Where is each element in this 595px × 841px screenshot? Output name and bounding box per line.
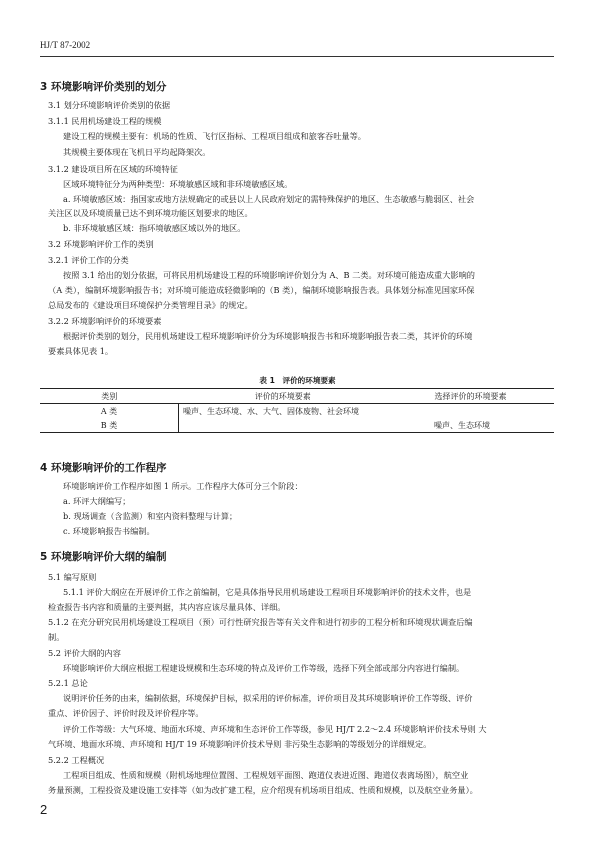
para: 说明评价任务的由来，编制依据，环境保护目标，拟采用的评价标准，评价项目及其环境影响评价工作等级、评价 xyxy=(63,693,473,703)
para: 建设工程的规模主要有：机场的性质、飞行区指标、工程项目组成和旅客吞吐量等。 xyxy=(63,131,366,141)
table-cell: A 类 xyxy=(40,404,179,419)
para: 气环境、地面水环境、声环境和 HJ/T 19 环境影响评价技术导则 非污染生态影响的等级划分的详细规定。 xyxy=(48,739,432,749)
table-header-cell: 选择评价的环境要素 xyxy=(387,389,554,404)
table-cell xyxy=(387,404,554,419)
para: （A 类），编制环境影响报告书；对环境可能造成轻微影响的（B 类），编制环境影响报告表。具体划分标准见国家环保 xyxy=(48,285,475,295)
table-cell: B 类 xyxy=(40,418,179,433)
para: 评价工作等级：大气环境、地面水环境、声环境和生态评价工作等级，参见 HJ/T 2.2～2.4 环境影响评价技术导则 大 xyxy=(63,724,487,734)
para: 3.1.1 民用机场建设工程的规模 xyxy=(48,116,162,126)
para: 制。 xyxy=(48,632,65,642)
table-caption: 表 1 评价的环境要素 xyxy=(259,376,336,385)
para: b. 非环境敏感区域：指环境敏感区域以外的地区。 xyxy=(63,223,246,233)
para: 3.1 划分环境影响评价类别的依据 xyxy=(48,100,171,110)
table-header-row xyxy=(40,389,554,404)
para: 要素具体见表 1。 xyxy=(48,346,114,356)
environment-elements-table xyxy=(40,388,554,433)
para: 工程项目组成、性质和规模（附机场地理位置图、工程规划平面图、跑道仪表进近图、跑道仪表离场图），航空业 xyxy=(63,770,469,780)
para: 5.2.2 工程概况 xyxy=(48,755,105,765)
section-3-title: 3 环境影响评价类别的划分 xyxy=(40,81,167,93)
para: 3.2 环境影响评价工作的类别 xyxy=(48,239,154,249)
para: 区域环境特征分为两种类型：环境敏感区域和非环境敏感区域。 xyxy=(63,179,293,189)
para: 务量预测，工程投资及建设施工安排等（如为改扩建工程，应介绍现有机场项目组成、性质和规模，以及航空业务量）。 xyxy=(48,785,478,795)
para: 5.1 编写原则 xyxy=(48,572,97,582)
table-row xyxy=(40,418,554,433)
para: 根据评价类别的划分，民用机场建设工程环境影响评价分为环境影响报告书和环境影响报告表二类，其评价的环境 xyxy=(63,331,473,341)
para: 环境影响评价工作程序如图 1 所示。工作程序大体可分三个阶段： xyxy=(63,481,303,491)
para: 环境影响评价大纲应根据工程建设规模和生态环境的特点及评价工作等级，选择下列全部或部分内容进行编制。 xyxy=(63,663,465,673)
para: 5.1.2 在充分研究民用机场建设工程项目（预）可行性研究报告等有关文件和进行初步的工程分析和环境现状调查后编 xyxy=(48,617,473,627)
para: 总局发布的《建设项目环境保护分类管理目录》的规定。 xyxy=(48,300,253,310)
para: 重点、评价因子、评价时段及评价程序等。 xyxy=(48,708,204,718)
table-header-cell: 类别 xyxy=(40,389,179,404)
section-5-title: 5 环境影响评价大纲的编制 xyxy=(40,551,167,563)
para: 关注区以及环境质量已达不到环境功能区划要求的地区。 xyxy=(48,208,253,218)
section-4-title: 4 环境影响评价的工作程序 xyxy=(40,462,167,474)
table-row xyxy=(40,404,554,419)
para: 3.2.2 环境影响评价的环境要素 xyxy=(48,316,162,326)
para: 其规模主要体现在飞机日平均起降架次。 xyxy=(63,147,211,157)
table-cell: 噪声、生态环境、水、大气、固体废物、社会环境 xyxy=(183,406,359,416)
header-rule xyxy=(40,56,554,57)
para: 3.1.2 建设项目所在区域的环境特征 xyxy=(48,164,178,174)
table-cell xyxy=(179,418,388,433)
standard-code: HJ/T 87-2002 xyxy=(40,40,91,50)
para: 3.2.1 评价工作的分类 xyxy=(48,255,129,265)
para: 按照 3.1 给出的划分依据，可将民用机场建设工程的环境影响评价划分为 A、B 二类。对环境可能造成重大影响的 xyxy=(63,270,475,280)
para: 5.2.1 总论 xyxy=(48,678,88,688)
para: a. 环境敏感区域：指国家或地方法规确定的或县以上人民政府划定的需特殊保护的地区、生态敏感与脆弱区、社会 xyxy=(63,194,475,204)
para: b. 现场调查（含监测）和室内资料整理与计算； xyxy=(63,511,238,521)
para: c. 环境影响报告书编制。 xyxy=(63,526,155,536)
page-number: 2 xyxy=(40,802,48,817)
para: 检查报告书内容和质量的主要判据，其内容应该尽量具体、详细。 xyxy=(48,602,286,612)
para: a. 环评大纲编写； xyxy=(63,496,131,506)
table-header-cell: 评价的环境要素 xyxy=(179,389,388,404)
table-cell: 噪声、生态环境 xyxy=(387,418,554,433)
para: 5.2 评价大纲的内容 xyxy=(48,648,121,658)
para: 5.1.1 评价大纲应在开展评价工作之前编制，它是具体指导民用机场建设工程项目环境影响评价的技术文件，也是 xyxy=(63,587,472,597)
